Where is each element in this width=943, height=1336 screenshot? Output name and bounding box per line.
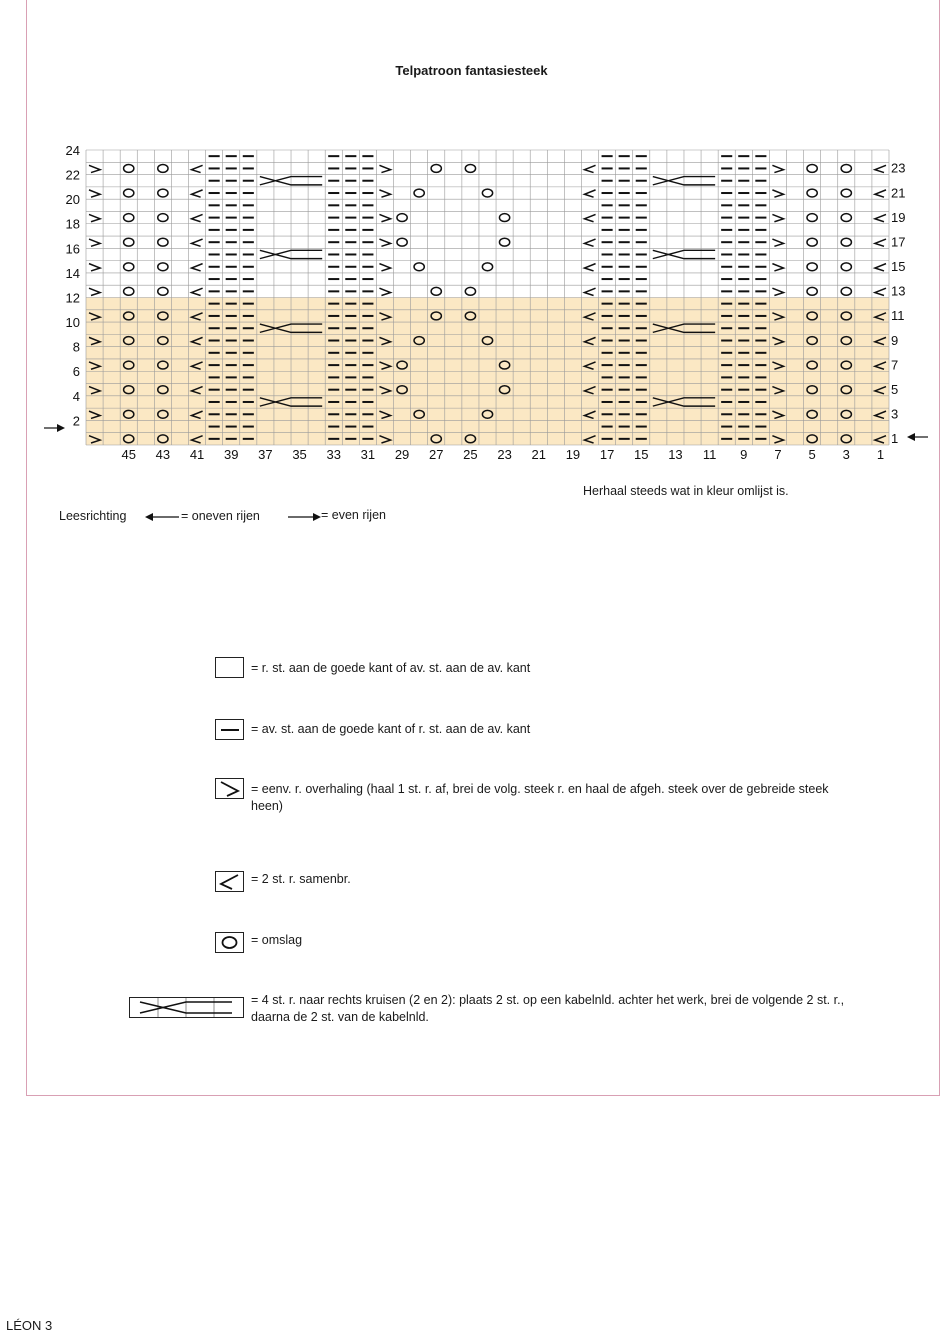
stitch-label: 9 [740, 447, 748, 462]
yarn-over-mark [158, 287, 168, 295]
stitch-label: 15 [634, 447, 649, 462]
ssk-mark [89, 264, 100, 271]
ssk-mark [772, 165, 783, 172]
row-label-left: 16 [65, 241, 80, 257]
k2tog-mark [584, 264, 595, 271]
row-label-left: 6 [72, 364, 80, 380]
yarn-over-mark [397, 214, 407, 222]
row-label-right: 7 [891, 357, 899, 373]
cable-cross-icon [129, 997, 244, 1018]
ssk-mark [379, 165, 390, 172]
k2tog-mark [584, 214, 595, 221]
yarn-over-mark [807, 165, 817, 173]
yarn-over-mark [465, 287, 475, 295]
ssk-mark [772, 190, 783, 197]
ssk-mark [772, 264, 783, 271]
row-label-left: 12 [65, 290, 80, 306]
ssk-mark [89, 214, 100, 221]
arrow-right-icon [288, 510, 322, 524]
k2tog-mark [875, 214, 886, 221]
knitting-chart [0, 0, 943, 470]
row-label-right: 19 [891, 209, 906, 225]
k2tog-mark [192, 264, 203, 271]
stitch-label: 45 [121, 447, 136, 462]
k2tog-mark [192, 190, 203, 197]
yarn-over-mark [807, 189, 817, 197]
k2tog-mark [584, 288, 595, 295]
stitch-label: 25 [463, 447, 478, 462]
row-label-right: 13 [891, 283, 906, 299]
ssk-mark [89, 165, 100, 172]
ssk-mark [89, 288, 100, 295]
yarn-over-mark [158, 263, 168, 271]
row-label-right: 23 [891, 160, 906, 176]
yarn-over-mark [807, 263, 817, 271]
k2tog-mark [875, 165, 886, 172]
page-footer: LÉON 3 [6, 1318, 53, 1333]
row-label-left: 18 [65, 216, 80, 232]
row-label-right: 9 [891, 332, 899, 348]
ssk-mark [89, 239, 100, 246]
ssk-mark [772, 288, 783, 295]
yarn-over-mark [431, 287, 441, 295]
stitch-label: 5 [808, 447, 816, 462]
yarn-over-mark [158, 214, 168, 222]
stitch-label: 35 [292, 447, 307, 462]
chart-title: Telpatroon fantasiesteek [395, 63, 548, 78]
legend-cable: = 4 st. r. naar rechts kruisen (2 en 2): plaats 2 st. op een kabelnld. achter het werk, brei de volgende 2 st. r., daarna de 2 st. van de kabelnld. [251, 993, 845, 1024]
ssk-mark [89, 190, 100, 197]
yarn-over-mark [841, 214, 851, 222]
yarn-over-mark [397, 238, 407, 246]
yarn-over-mark [414, 263, 424, 271]
legend-yarn-over: = omslag [251, 933, 303, 947]
row-label-left: 4 [72, 388, 80, 404]
yarn-over-mark [158, 165, 168, 173]
row-label-right: 5 [891, 381, 899, 397]
row-label-left: 10 [65, 315, 80, 330]
yarn-over-mark [807, 238, 817, 246]
stitch-label: 13 [668, 447, 683, 462]
legend-k2tog: = 2 st. r. samenbr. [251, 872, 351, 886]
row-label-left: 8 [72, 339, 80, 355]
legend-knit: = r. st. aan de goede kant of av. st. aan de av. kant [251, 661, 531, 675]
yarn-over-mark [482, 189, 492, 197]
ssk-mark [379, 288, 390, 295]
stitch-label: 7 [774, 447, 782, 462]
yarn-over-mark [807, 214, 817, 222]
ssk-mark [772, 214, 783, 221]
yarn-over-mark [499, 238, 509, 246]
k2tog-mark [192, 239, 203, 246]
k2tog-mark [584, 165, 595, 172]
row-label-right: 11 [891, 308, 905, 324]
ssk-mark [379, 214, 390, 221]
repeat-note: Herhaal steeds wat in kleur omlijst is. [583, 484, 789, 498]
odd-rows-label: = oneven rijen [181, 509, 260, 523]
yarn-over-mark [124, 238, 134, 246]
arrow-odd-row-head [907, 433, 915, 441]
stitch-label: 3 [842, 447, 850, 462]
yarn-over-mark [414, 189, 424, 197]
reading-direction-label: Leesrichting [59, 509, 127, 523]
yarn-over-mark [124, 287, 134, 295]
row-label-right: 15 [891, 259, 906, 275]
dash-icon [215, 719, 244, 740]
k2tog-mark [875, 239, 886, 246]
ssk-mark [379, 239, 390, 246]
row-label-right: 17 [891, 234, 906, 250]
stitch-label: 23 [497, 447, 512, 462]
yarn-over-mark [499, 214, 509, 222]
ssk-mark [772, 239, 783, 246]
row-label-left: 20 [65, 192, 80, 208]
stitch-label: 41 [189, 447, 205, 462]
stitch-label: 29 [394, 447, 410, 462]
row-label-left: 24 [65, 142, 80, 158]
yarn-over-mark [482, 263, 492, 271]
k2tog-mark [192, 288, 203, 295]
stitch-label: 1 [876, 447, 885, 462]
empty-icon [215, 657, 244, 678]
yarn-over-mark [841, 189, 851, 197]
even-rows-label: = even rijen [321, 508, 386, 522]
k2tog-mark [192, 165, 203, 172]
stitch-label: 31 [360, 447, 376, 462]
stitch-label: 17 [599, 447, 615, 462]
row-label-left: 14 [65, 265, 80, 281]
k2tog-mark [192, 214, 203, 221]
stitch-label: 37 [258, 447, 273, 462]
k2tog-mark [584, 190, 595, 197]
yarn-over-mark [124, 189, 134, 197]
stitch-label: 21 [531, 447, 546, 462]
k2tog-mark [875, 288, 886, 295]
row-label-left: 22 [65, 167, 80, 183]
k2tog-mark [875, 264, 886, 271]
ssk-icon [215, 778, 244, 799]
row-label-right: 21 [891, 185, 906, 201]
row-label-left: 2 [72, 413, 80, 429]
yarn-over-mark [158, 189, 168, 197]
yarn-over-icon [215, 932, 244, 953]
row-label-right: 3 [891, 406, 899, 422]
stitch-label: 39 [223, 447, 239, 462]
yarn-over-mark [465, 165, 475, 173]
arrow-left-icon [145, 510, 181, 524]
ssk-mark [379, 264, 390, 271]
arrow-even-row-head [57, 424, 65, 432]
yarn-over-mark [431, 165, 441, 173]
stitch-label: 33 [326, 447, 341, 462]
yarn-over-mark [841, 287, 851, 295]
stitch-label: 43 [155, 447, 171, 462]
legend-purl: = av. st. aan de goede kant of r. st. aan de av. kant [251, 722, 531, 736]
k2tog-icon [215, 871, 244, 892]
yarn-over-mark [124, 214, 134, 222]
legend-ssk: = eenv. r. overhaling (haal 1 st. r. af, brei de volg. steek r. en haal de afgeh. steek over de gebreide steek heen) [251, 782, 829, 813]
ssk-mark [379, 190, 390, 197]
yarn-over-mark [841, 238, 851, 246]
yarn-over-mark [124, 263, 134, 271]
k2tog-mark [875, 190, 886, 197]
yarn-over-mark [158, 238, 168, 246]
k2tog-mark [584, 239, 595, 246]
yarn-over-mark [841, 263, 851, 271]
stitch-label: 27 [429, 447, 444, 462]
yarn-over-mark [807, 287, 817, 295]
stitch-label: 19 [565, 447, 581, 462]
yarn-over-mark [841, 165, 851, 173]
yarn-over-mark [124, 165, 134, 173]
stitch-label: 11 [702, 447, 717, 462]
row-label-right: 1 [891, 431, 899, 447]
